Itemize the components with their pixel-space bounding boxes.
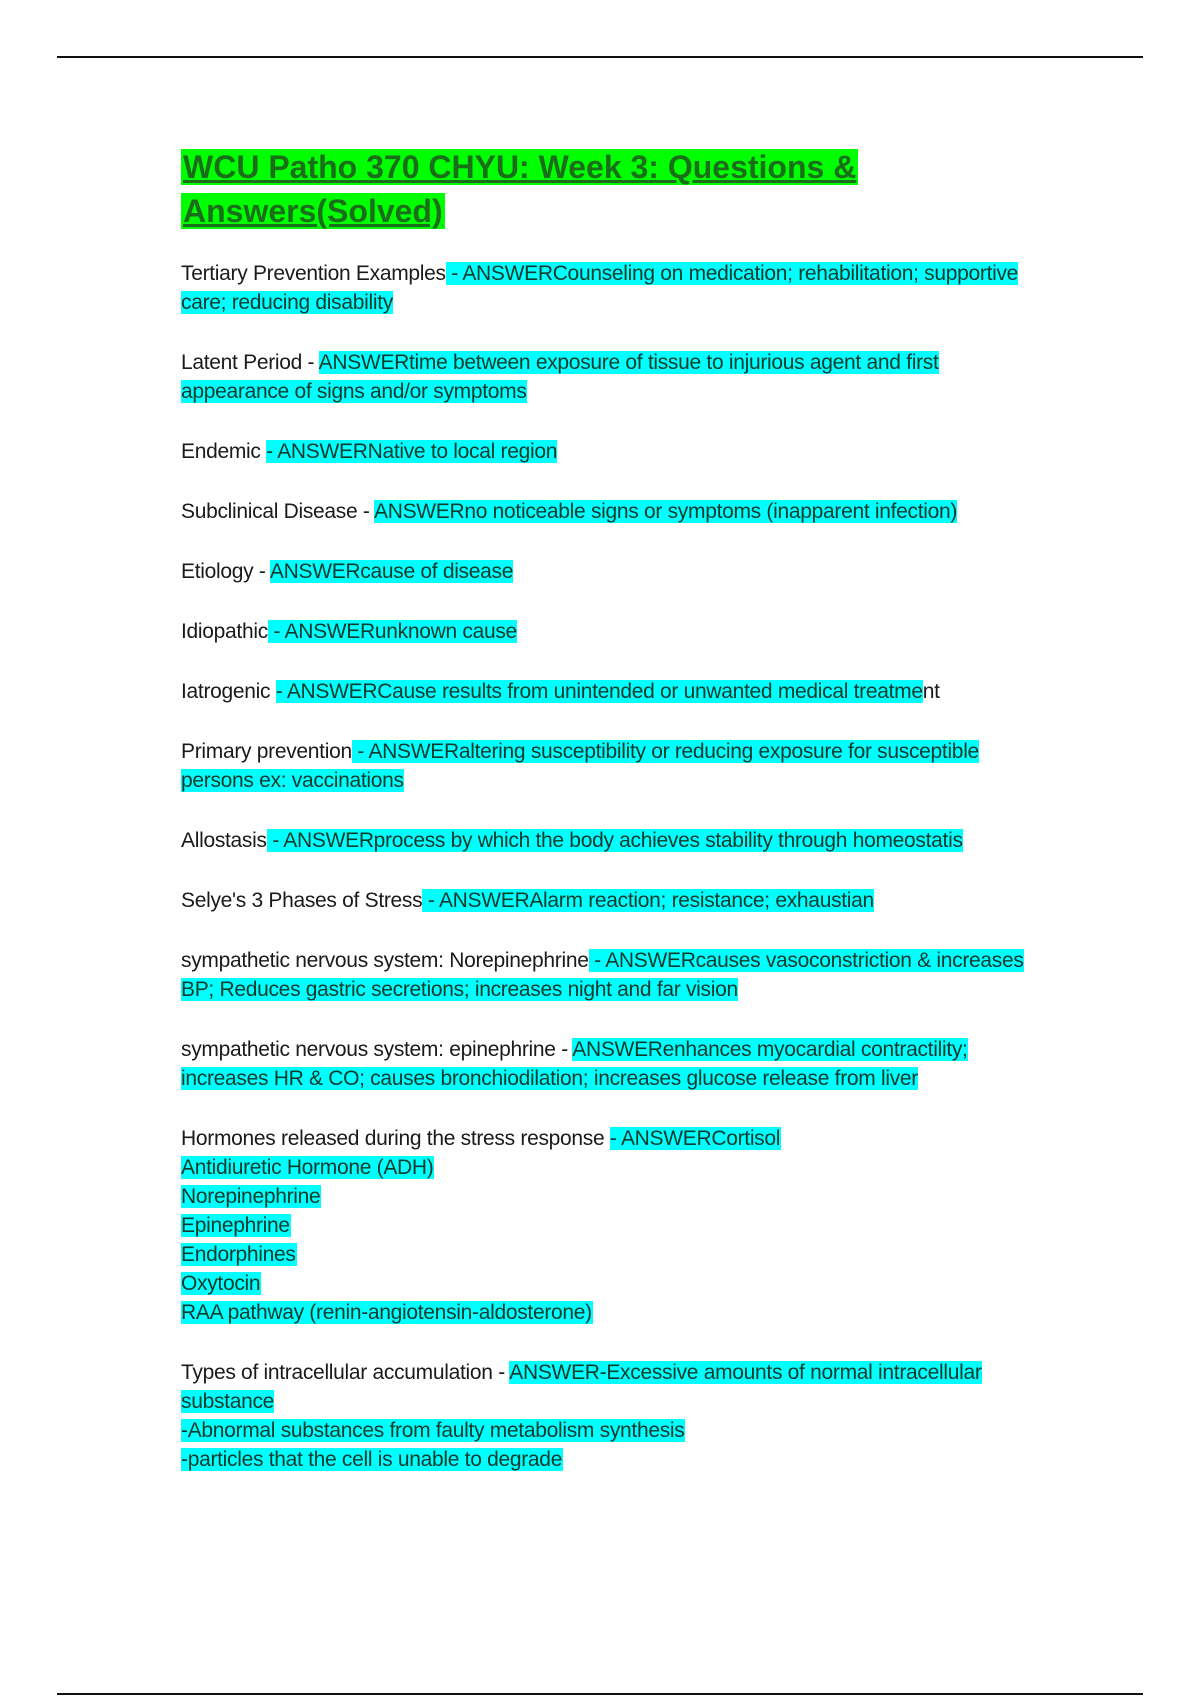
qa-term: sympathetic nervous system: Norepinephrine — [181, 949, 589, 972]
qa-line — [181, 1124, 1041, 1153]
qa-answer: - ANSWERunknown cause — [267, 620, 517, 643]
qa-answer-tail: nt — [922, 680, 940, 703]
page-title — [181, 145, 1041, 233]
qa-line — [181, 1298, 1041, 1327]
qa-answer: ANSWERenhances myocardial contractility; increases HR & CO; causes bronchiodilation; increases glucose release from liver — [181, 1038, 968, 1090]
qa-answer: ANSWERcause of disease — [269, 560, 514, 583]
qa-item-hormones — [181, 1124, 1041, 1327]
qa-line — [181, 1240, 1041, 1269]
hormone-item: RAA pathway (renin-angiotensin-aldosterone) — [181, 1301, 592, 1324]
hormone-item: Epinephrine — [181, 1214, 290, 1237]
qa-term: Hormones released during the stress response — [181, 1127, 610, 1150]
qa-item — [181, 826, 1041, 855]
qa-term: Endemic — [181, 440, 267, 463]
qa-answer: - ANSWERCounseling on medication; rehabilitation; supportive care; reducing disability — [181, 262, 1019, 314]
qa-answer: - ANSWERAlarm reaction; resistance; exhaustian — [422, 889, 874, 912]
qa-answer: - ANSWERprocess by which the body achieves stability through homeostatis — [266, 829, 963, 852]
qa-item — [181, 946, 1041, 1004]
qa-answer: ANSWERtime between exposure of tissue to injurious agent and first appearance of signs and/or symptoms — [181, 351, 939, 403]
qa-answer: - ANSWERNative to local region — [266, 440, 558, 463]
qa-item — [181, 677, 1041, 706]
bottom-rule — [57, 1693, 1143, 1695]
qa-term: Idiopathic — [181, 620, 268, 643]
hormone-item: Endorphines — [181, 1243, 296, 1266]
qa-term: Latent Period - — [181, 351, 319, 374]
document-body — [181, 145, 1041, 1505]
qa-item — [181, 497, 1041, 526]
qa-term: sympathetic nervous system: epinephrine - — [181, 1038, 573, 1061]
qa-answer: - ANSWERCause results from unintended or unwanted medical treatme — [275, 680, 923, 703]
qa-term: Types of intracellular accumulation - — [181, 1361, 510, 1384]
title-line-2: Answers(Solved) — [183, 193, 443, 229]
qa-term: Primary prevention — [181, 740, 352, 763]
accumulation-item: -particles that the cell is unable to degrade — [181, 1448, 563, 1471]
qa-item — [181, 617, 1041, 646]
qa-item — [181, 259, 1041, 317]
qa-item — [181, 737, 1041, 795]
qa-item — [181, 1035, 1041, 1093]
qa-term: Allostasis — [181, 829, 267, 852]
hormone-item: Antidiuretic Hormone (ADH) — [181, 1156, 434, 1179]
qa-item — [181, 348, 1041, 406]
qa-item — [181, 557, 1041, 586]
hormone-item: Oxytocin — [181, 1272, 261, 1295]
qa-item — [181, 437, 1041, 466]
title-line-1: WCU Patho 370 CHYU: Week 3: Questions & — [183, 149, 857, 185]
qa-term: Iatrogenic — [181, 680, 276, 703]
qa-item-accumulation — [181, 1358, 1041, 1474]
top-rule — [57, 56, 1143, 58]
qa-line — [181, 1269, 1041, 1298]
qa-term: Subclinical Disease - — [181, 500, 374, 523]
qa-term: Selye's 3 Phases of Stress — [181, 889, 423, 912]
qa-line — [181, 1182, 1041, 1211]
qa-answer: - ANSWERCortisol — [609, 1127, 781, 1150]
qa-term: Tertiary Prevention Examples — [181, 262, 446, 285]
qa-answer: ANSWERno noticeable signs or symptoms (inapparent infection) — [374, 500, 958, 523]
qa-line — [181, 1445, 1041, 1474]
qa-line — [181, 1153, 1041, 1182]
qa-term: Etiology - — [181, 560, 270, 583]
qa-line — [181, 1211, 1041, 1240]
accumulation-item: -Abnormal substances from faulty metabolism synthesis — [181, 1419, 685, 1442]
qa-answer: ANSWER-Excessive amounts of normal intracellular substance — [181, 1361, 982, 1413]
qa-item — [181, 886, 1041, 915]
qa-line — [181, 1416, 1041, 1445]
qa-answer: - ANSWERcauses vasoconstriction & increases BP; Reduces gastric secretions; increases night and far vision — [181, 949, 1024, 1001]
qa-answer: - ANSWERaltering susceptibility or reducing exposure for susceptible persons ex: vaccinations — [181, 740, 979, 792]
hormone-item: Norepinephrine — [181, 1185, 321, 1208]
